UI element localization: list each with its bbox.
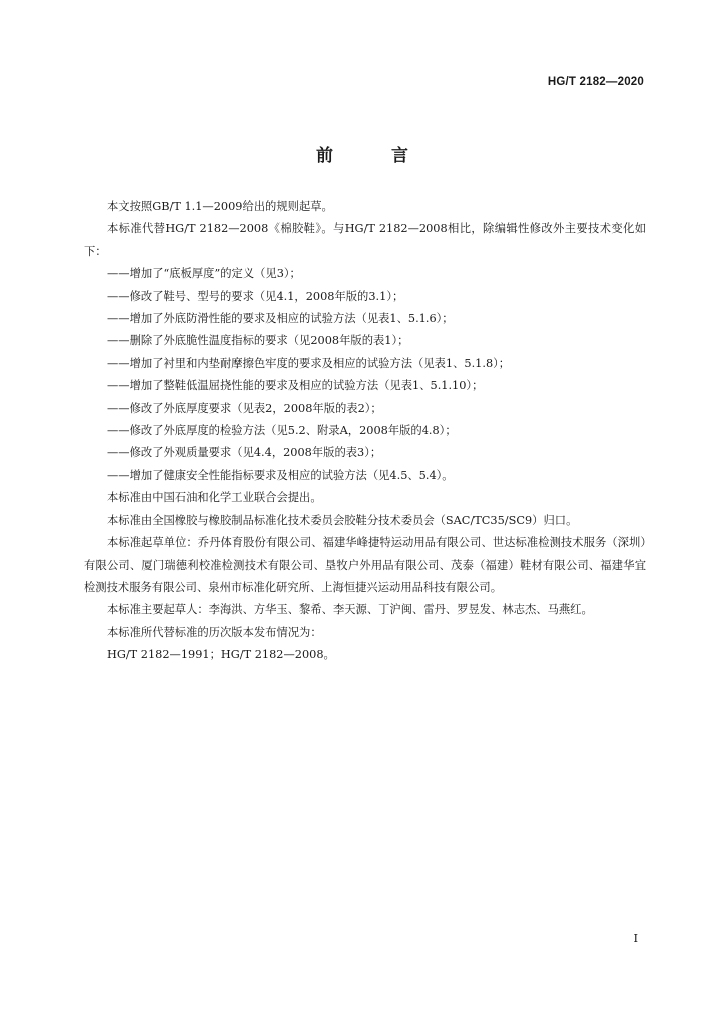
- change-item: ——修改了鞋号、型号的要求（见4.1，2008年版的3.1）；: [107, 289, 404, 303]
- change-item: ——修改了外底厚度的检验方法（见5.2、附录A，2008年版的4.8）；: [107, 424, 457, 438]
- paragraph-drafting-rules: 本文按照GB/T 1.1—2009给出的规则起草。: [107, 200, 333, 213]
- change-item: ——修改了外观质量要求（见4.4，2008年版的表3）；: [107, 446, 382, 460]
- document-body: [84, 196, 646, 667]
- section-title: 前 言: [316, 146, 434, 166]
- paragraph-history-versions: HG/T 2182—1991；HG/T 2182—2008。: [107, 648, 335, 662]
- change-item: ——删除了外底脆性温度指标的要求（见2008年版的表1）；: [107, 334, 409, 348]
- change-item: ——增加了健康安全性能指标要求及相应的试验方法（见4.5、5.4）。: [107, 468, 454, 482]
- change-item: ——增加了外底防滑性能的要求及相应的试验方法（见表1、5.1.6）；: [107, 312, 454, 326]
- paragraph-drafting-units: 本标准起草单位：乔丹体育股份有限公司、福建华峰捷特运动用品有限公司、世达标准检测技术服务（深圳）有限公司、厦门瑞德利校准检测技术有限公司、垦牧户外用品有限公司、茂泰（福建）鞋材有限公司、福建华宜检测技术服务有限公司、泉州市标准化研究所、上海恒捷兴运动用品科技有限公司。: [84, 536, 646, 594]
- change-item: ——修改了外底厚度要求（见表2，2008年版的表2）；: [107, 401, 382, 415]
- paragraph-history-intro: 本标准所代替标准的历次版本发布情况为：: [107, 625, 322, 639]
- change-item: ——增加了“底板厚度”的定义（见3）；: [107, 267, 301, 281]
- document-code: HG/T 2182—2020: [547, 76, 644, 88]
- paragraph-technical-committee: 本标准由全国橡胶与橡胶制品标准化技术委员会胶鞋分技术委员会（SAC/TC35/SC9）归口。: [107, 513, 578, 527]
- change-item: ——增加了衬里和内垫耐摩擦色牢度的要求及相应的试验方法（见表1、5.1.8）；: [107, 356, 511, 370]
- change-item: ——增加了整鞋低温屈挠性能的要求及相应的试验方法（见表1、5.1.10）；: [107, 379, 484, 393]
- paragraph-drafters: 本标准主要起草人：李海洪、方华玉、黎希、李天源、丁沪闽、雷丹、罗昱发、林志杰、马燕红。: [107, 603, 593, 617]
- page-number: I: [633, 931, 638, 945]
- paragraph-proposer: 本标准由中国石油和化学工业联合会提出。: [107, 491, 322, 505]
- paragraph-replacement: 本标准代替HG/T 2182—2008《棉胶鞋》。与HG/T 2182—2008相比，除编辑性修改外主要技术变化如下：: [84, 222, 646, 258]
